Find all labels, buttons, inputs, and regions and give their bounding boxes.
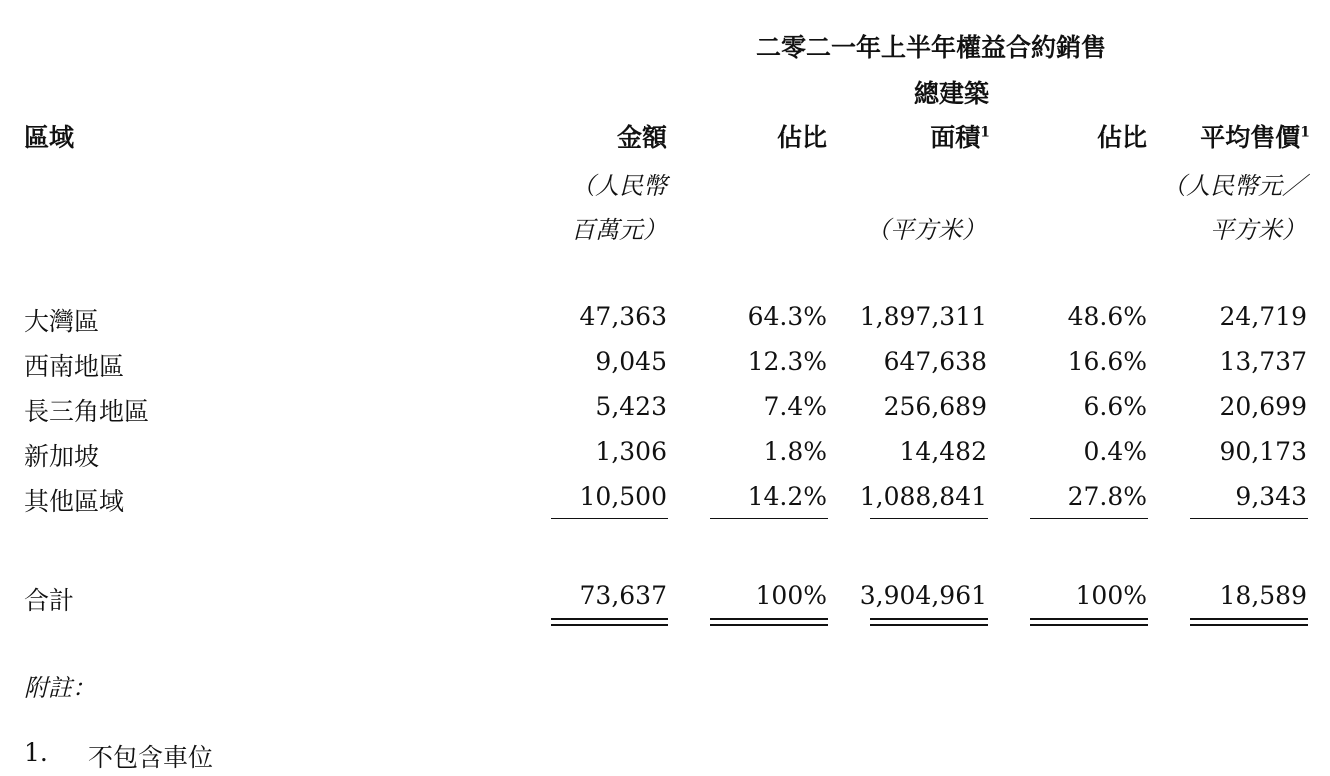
note-number: 1.: [24, 738, 48, 767]
share-gfa-cell: 48.6%: [1067, 302, 1147, 331]
col-header-area: [930, 118, 990, 154]
total-amount: 73,637: [579, 581, 667, 610]
share-cell: 14.2%: [747, 482, 827, 511]
subtotal-rule: [1190, 518, 1308, 519]
total-share-gfa: 100%: [1075, 581, 1147, 610]
total-double-rule: [1030, 618, 1148, 626]
share-gfa-cell: 16.6%: [1067, 347, 1147, 376]
area-cell: 256,689: [883, 392, 987, 421]
note-text: 不包含車位: [88, 743, 214, 772]
amount-cell: 10,500: [579, 482, 667, 511]
unit-area: （平方米）: [866, 216, 986, 244]
unit-amount-line1: （人民幣: [571, 172, 667, 200]
total-price: 18,589: [1219, 581, 1307, 610]
period-title: 二零二一年上半年權益合約銷售: [756, 33, 1107, 62]
share-cell: 64.3%: [747, 302, 827, 331]
subtotal-rule: [710, 518, 828, 519]
area-cell: 1,088,841: [859, 482, 987, 511]
col-header-area-label: 面積: [930, 123, 981, 152]
subtotal-rule: [1030, 518, 1148, 519]
col-header-price-label: 平均售價: [1200, 123, 1301, 152]
price-cell: 90,173: [1219, 437, 1307, 466]
price-cell: 9,343: [1235, 482, 1307, 511]
share-gfa-cell: 6.6%: [1083, 392, 1147, 421]
total-double-rule: [710, 618, 828, 626]
region-cell: 大灣區: [24, 307, 100, 336]
price-cell: 13,737: [1219, 347, 1307, 376]
col-header-share: 佔比: [776, 123, 827, 152]
share-cell: 7.4%: [763, 392, 827, 421]
area-cell: 647,638: [883, 347, 987, 376]
total-area: 3,904,961: [859, 581, 987, 610]
col-header-region: 區域: [24, 123, 75, 152]
col-header-area-footnote: 1: [980, 124, 990, 141]
share-gfa-cell: 27.8%: [1067, 482, 1147, 511]
col-header-amount: 金額: [616, 123, 667, 152]
unit-price-line1: （人民幣元／: [1162, 172, 1306, 200]
subtotal-rule: [870, 518, 988, 519]
price-cell: 20,699: [1219, 392, 1307, 421]
amount-cell: 47,363: [579, 302, 667, 331]
area-cell: 1,897,311: [859, 302, 987, 331]
total-double-rule: [1190, 618, 1308, 626]
region-cell: 長三角地區: [24, 397, 150, 426]
share-cell: 12.3%: [747, 347, 827, 376]
subtotal-rule: [551, 518, 668, 519]
notes-heading: 附註：: [24, 674, 96, 702]
col-header-price-footnote: 1: [1300, 124, 1310, 141]
col-header-price: [1200, 118, 1310, 154]
total-double-rule: [551, 618, 668, 626]
region-cell: 其他區域: [24, 487, 125, 516]
amount-cell: 1,306: [595, 437, 667, 466]
total-double-rule: [870, 618, 988, 626]
gfa-group-header: 總建築: [914, 79, 990, 108]
share-cell: 1.8%: [763, 437, 827, 466]
total-label: 合計: [24, 586, 75, 615]
unit-price-line2: 平方米）: [1210, 216, 1306, 244]
share-gfa-cell: 0.4%: [1083, 437, 1147, 466]
area-cell: 14,482: [899, 437, 987, 466]
unit-amount-line2: 百萬元）: [571, 216, 667, 244]
col-header-share-gfa: 佔比: [1096, 123, 1147, 152]
price-cell: 24,719: [1219, 302, 1307, 331]
amount-cell: 9,045: [595, 347, 667, 376]
region-cell: 新加坡: [24, 442, 100, 471]
amount-cell: 5,423: [595, 392, 667, 421]
total-share: 100%: [755, 581, 827, 610]
region-cell: 西南地區: [24, 352, 125, 381]
